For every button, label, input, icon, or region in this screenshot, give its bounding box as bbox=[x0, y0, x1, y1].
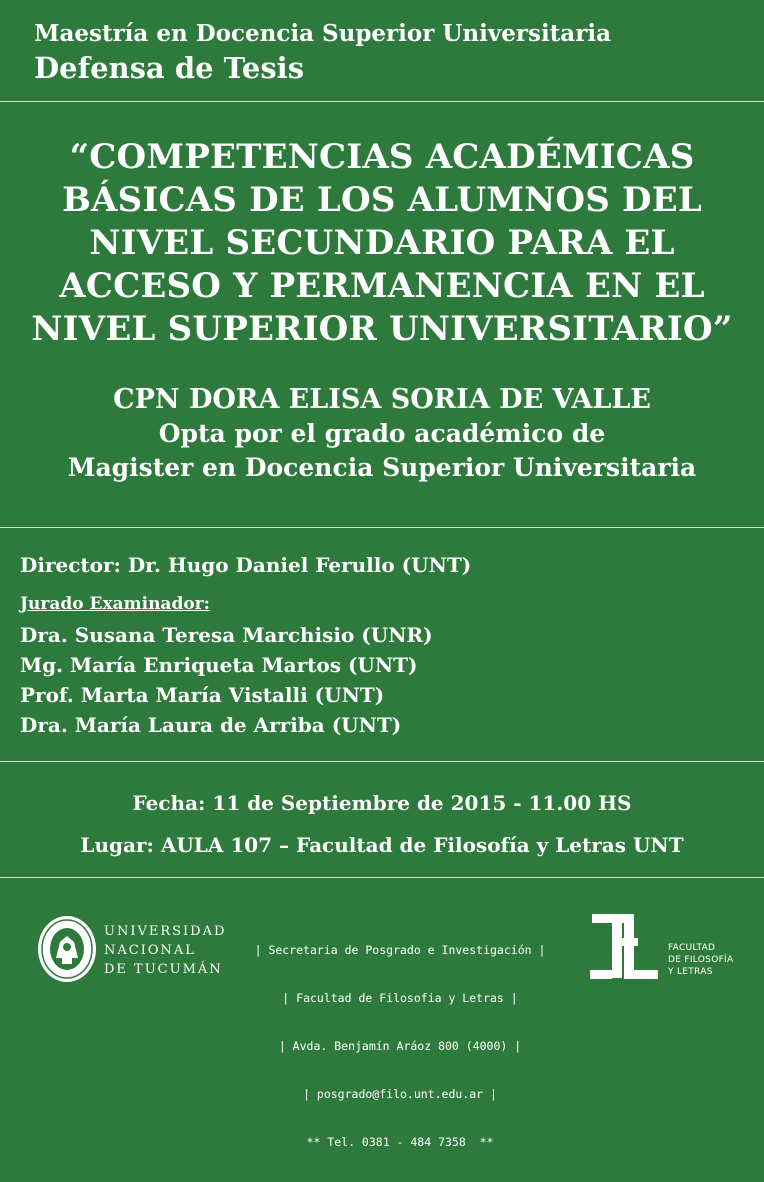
thesis-title-line: NIVEL SECUNDARIO PARA EL bbox=[89, 223, 675, 263]
thesis-title-line: ACCESO Y PERMANENCIA EN EL bbox=[59, 266, 705, 306]
unt-name-line: DE TUCUMÁN bbox=[104, 962, 223, 977]
unt-name-line: UNIVERSIDAD bbox=[104, 924, 227, 939]
unt-name-line: NACIONAL bbox=[104, 943, 196, 958]
candidate-name: CPN DORA ELISA SORIA DE VALLE bbox=[113, 384, 651, 415]
thesis-title bbox=[0, 136, 764, 351]
contact-line: | Secretaria de Posgrado e Investigación | bbox=[254, 943, 546, 957]
event-date: Fecha: 11 de Septiembre de 2015 - 11.00 HS bbox=[132, 791, 632, 815]
jury-members bbox=[20, 620, 764, 740]
contact-info bbox=[222, 910, 578, 1182]
faculty-name bbox=[668, 942, 733, 978]
faculty-fl-logo bbox=[588, 908, 662, 986]
jury-label: Jurado Examinador: bbox=[20, 594, 210, 614]
program-name: Maestría en Docencia Superior Universitaria bbox=[34, 20, 611, 47]
faculty-name-line: Y LETRAS bbox=[668, 967, 713, 977]
thesis-title-line: “COMPETENCIAS ACADÉMICAS bbox=[69, 137, 695, 177]
contact-line[interactable]: | posgrado@filo.unt.edu.ar | bbox=[303, 1087, 497, 1101]
unt-name bbox=[104, 922, 226, 979]
jury-member: Dra. María Laura de Arriba (UNT) bbox=[20, 713, 402, 737]
jury-member: Dra. Susana Teresa Marchisio (UNR) bbox=[20, 623, 433, 647]
contact-line: | Avda. Benjamín Aráoz 800 (4000) | bbox=[278, 1039, 522, 1053]
header bbox=[0, 0, 764, 100]
contact-line: ** Tel. 0381 - 484 7358 ** bbox=[306, 1135, 494, 1149]
thesis-title-line: BÁSICAS DE LOS ALUMNOS DEL bbox=[62, 180, 702, 220]
unt-seal-logo bbox=[36, 914, 98, 984]
thesis-section bbox=[0, 102, 764, 526]
degree-line-1: Opta por el grado académico de bbox=[158, 419, 606, 448]
faculty-name-line: FACULTAD bbox=[668, 943, 716, 953]
faculty-name-line: DE FILOSOFÍA bbox=[668, 955, 734, 965]
jury-member: Prof. Marta María Vistalli (UNT) bbox=[20, 683, 385, 707]
event-details bbox=[0, 762, 764, 876]
contact-line: | Facultad de Filosofia y Letras | bbox=[282, 991, 518, 1005]
thesis-title-line: NIVEL SUPERIOR UNIVERSITARIO” bbox=[31, 309, 733, 349]
director: Director: Dr. Hugo Daniel Ferullo (UNT) bbox=[20, 553, 472, 577]
footer bbox=[0, 878, 764, 1149]
committee-section bbox=[0, 528, 764, 760]
event-title: Defensa de Tesis bbox=[34, 51, 305, 85]
jury-member: Mg. María Enriqueta Martos (UNT) bbox=[20, 653, 418, 677]
degree-line-2: Magister en Docencia Superior Universitaria bbox=[67, 453, 697, 482]
event-location: Lugar: AULA 107 – Facultad de Filosofía y Letras UNT bbox=[80, 833, 684, 857]
